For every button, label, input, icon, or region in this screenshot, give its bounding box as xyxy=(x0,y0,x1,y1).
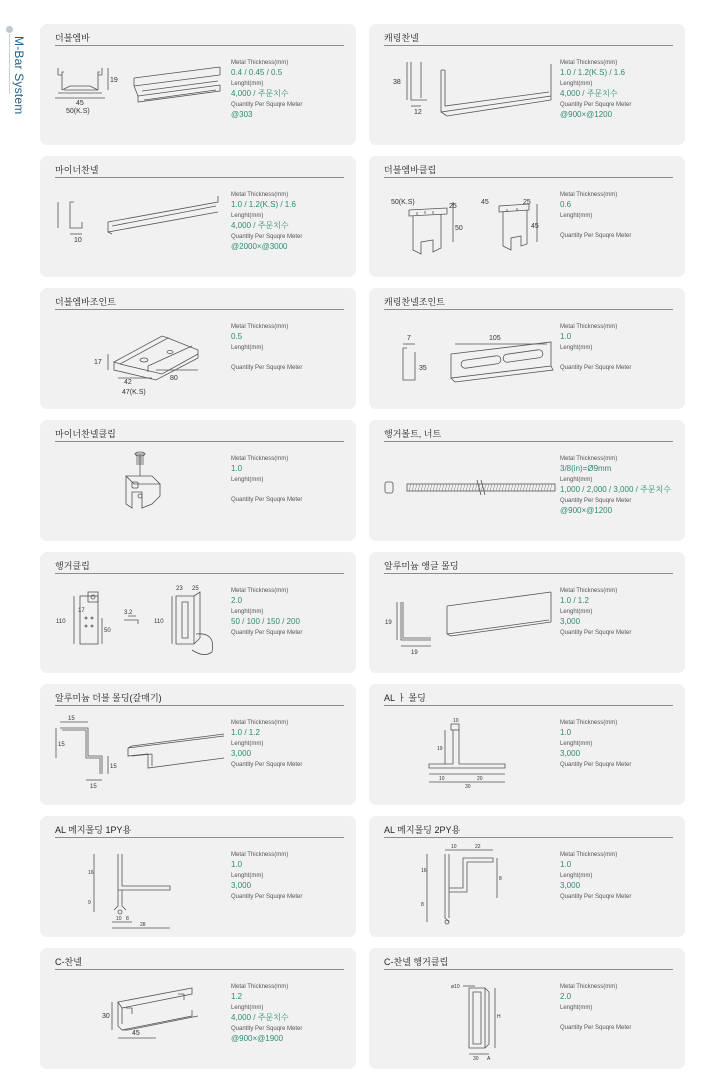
thread-line xyxy=(523,484,525,491)
thread-line xyxy=(448,484,450,491)
spec-list xyxy=(231,323,356,379)
thickness-label: Metal Thickness(mm) xyxy=(231,456,289,462)
dimension-label: 30 xyxy=(465,784,471,790)
thickness-label: Metal Thickness(mm) xyxy=(560,984,618,990)
dimension-label: A xyxy=(487,1056,491,1062)
dimension-label: 17 xyxy=(94,359,102,366)
dimension-label: 50(K.S) xyxy=(66,108,90,115)
thickness-label: Metal Thickness(mm) xyxy=(560,324,618,330)
product-card xyxy=(369,816,685,937)
length-label: Lenght(mm) xyxy=(231,609,264,615)
thread-line xyxy=(421,484,423,491)
dimension-label: 30 xyxy=(473,1056,479,1062)
divider xyxy=(384,441,673,442)
product-drawing xyxy=(381,446,557,536)
product-drawing xyxy=(52,182,228,272)
product-title: 마이너찬넬 xyxy=(55,165,99,175)
divider xyxy=(384,969,673,970)
thickness-value: 1.2 xyxy=(231,992,243,1001)
length-value xyxy=(560,352,685,358)
dimension-label: 35 xyxy=(419,365,427,372)
thickness-value: 1.0 / 1.2 xyxy=(560,596,589,605)
dimension-label: 16 xyxy=(88,870,94,876)
product-title: 마이너찬넬클립 xyxy=(55,429,116,439)
dimension-label: 10 xyxy=(453,718,459,724)
dimension-label: 25 xyxy=(449,203,457,210)
thickness-label: Metal Thickness(mm) xyxy=(231,324,289,330)
quantity-value xyxy=(560,769,685,775)
dimension-label: 15 xyxy=(90,784,97,790)
thread-line xyxy=(451,484,453,491)
product-drawing xyxy=(381,314,557,404)
quantity-label: Quantity Per Squqre Meter xyxy=(231,497,303,503)
thread-line xyxy=(487,484,489,491)
dimension-label: 12 xyxy=(414,109,422,116)
length-value: 3,000 xyxy=(231,881,252,890)
product-drawing xyxy=(381,974,557,1064)
thread-line xyxy=(526,484,528,491)
dimension-label: 9 xyxy=(88,900,91,906)
length-label: Lenght(mm) xyxy=(231,345,264,351)
length-value: 3,000 xyxy=(231,749,252,758)
thickness-value: 1.0 xyxy=(560,860,572,869)
quantity-value xyxy=(560,901,685,907)
spec-list xyxy=(560,323,685,379)
product-card xyxy=(40,552,356,673)
product-title: AL ㅏ 몰딩 xyxy=(384,693,426,703)
dimension-label: 28 xyxy=(140,922,146,928)
length-value xyxy=(231,352,356,358)
length-label: Lenght(mm) xyxy=(231,213,264,219)
product-drawing xyxy=(52,578,228,668)
thickness-label: Metal Thickness(mm) xyxy=(560,588,618,594)
dimension-label: 19 xyxy=(385,620,392,626)
product-drawing xyxy=(381,578,557,668)
quantity-value xyxy=(231,372,356,378)
thickness-value: 1.0 / 1.2(K.S) / 1.6 xyxy=(560,68,625,77)
thread-line xyxy=(430,484,432,491)
sidebar-title: M-Bar System xyxy=(12,36,26,115)
length-label: Lenght(mm) xyxy=(231,741,264,747)
thickness-value: 1.0 / 1.2(K.S) / 1.6 xyxy=(231,200,296,209)
quantity-label: Quantity Per Squqre Meter xyxy=(560,1025,632,1031)
thread-line xyxy=(424,484,426,491)
dimension-label: 45 xyxy=(132,1030,140,1037)
product-drawing xyxy=(52,446,228,536)
thread-line xyxy=(508,484,510,491)
quantity-label: Quantity Per Squqre Meter xyxy=(231,630,303,636)
length-value: 4,000 / 주문치수 xyxy=(231,221,289,230)
divider xyxy=(55,969,344,970)
dimension-label: 8 xyxy=(499,876,502,882)
product-card xyxy=(40,420,356,541)
divider xyxy=(55,573,344,574)
dimension-label: 23 xyxy=(176,586,183,592)
product-title: 캐링찬넬조인트 xyxy=(384,297,445,307)
thread-line xyxy=(409,484,411,491)
thread-line xyxy=(532,484,534,491)
product-card xyxy=(40,816,356,937)
thickness-value: 1.0 xyxy=(560,332,572,341)
dimension-label: 50 xyxy=(455,225,463,232)
length-label: Lenght(mm) xyxy=(231,477,264,483)
thread-line xyxy=(484,484,486,491)
thickness-label: Metal Thickness(mm) xyxy=(560,852,618,858)
thickness-value: 2.0 xyxy=(560,992,572,1001)
spec-list xyxy=(560,59,685,122)
product-drawing xyxy=(52,50,228,140)
spec-list xyxy=(560,983,685,1039)
quantity-value xyxy=(560,637,685,643)
product-drawing xyxy=(381,710,557,800)
spec-list xyxy=(231,59,356,122)
thread-line xyxy=(529,484,531,491)
thread-line xyxy=(514,484,516,491)
product-drawing xyxy=(381,182,557,272)
thread-line xyxy=(502,484,504,491)
length-value: 50 / 100 / 150 / 200 xyxy=(231,617,300,626)
dimension-label: 20 xyxy=(477,776,483,782)
divider xyxy=(55,441,344,442)
product-card xyxy=(40,684,356,805)
product-title: 알루미늄 앵글 몰딩 xyxy=(384,561,459,571)
thread-line xyxy=(490,484,492,491)
thread-line xyxy=(418,484,420,491)
divider xyxy=(384,705,673,706)
thread-line xyxy=(472,484,474,491)
quantity-value: @900×@1900 xyxy=(231,1034,284,1043)
thread-line xyxy=(475,484,477,491)
dimension-label: 10 xyxy=(116,916,122,922)
quantity-value xyxy=(560,240,685,246)
thread-line xyxy=(457,484,459,491)
dimension-label: 15 xyxy=(68,716,75,722)
product-title: 더블엠바 xyxy=(55,33,90,43)
dimension-label: 15 xyxy=(58,742,65,748)
dimension-label: 110 xyxy=(154,619,164,625)
thickness-value: 0.6 xyxy=(560,200,572,209)
length-label: Lenght(mm) xyxy=(560,477,593,483)
dimension-label: 42 xyxy=(124,379,132,386)
thickness-value: 1.0 xyxy=(560,728,572,737)
dimension-label: 19 xyxy=(437,746,443,752)
dimension-label: 80 xyxy=(170,375,178,382)
dimension-label: 15 xyxy=(110,764,117,770)
sidebar-line xyxy=(9,34,10,94)
thread-line xyxy=(496,484,498,491)
dimension-label: 22 xyxy=(475,844,481,850)
dimension-label: 30 xyxy=(102,1013,110,1020)
thread-line xyxy=(454,484,456,491)
thread-line xyxy=(547,484,549,491)
product-title: 알루미늄 더블 몰딩(갈매기) xyxy=(55,693,162,703)
thread-line xyxy=(493,484,495,491)
product-title: 더블엠바조인트 xyxy=(55,297,116,307)
thread-line xyxy=(520,484,522,491)
product-card xyxy=(40,948,356,1069)
product-card xyxy=(369,684,685,805)
thread-line xyxy=(541,484,543,491)
product-title: C-찬넬 행거클립 xyxy=(384,957,449,967)
dimension-label: 110 xyxy=(56,619,66,625)
spec-list xyxy=(560,587,685,644)
dimension-label: 47(K.S) xyxy=(122,389,146,396)
quantity-value xyxy=(231,901,356,907)
spec-list xyxy=(231,851,356,908)
dimension-label: 19 xyxy=(411,650,418,656)
thread-line xyxy=(538,484,540,491)
quantity-label: Quantity Per Squqre Meter xyxy=(231,762,303,768)
dimension-label: 45 xyxy=(531,223,539,230)
quantity-label: Quantity Per Squqre Meter xyxy=(231,894,303,900)
product-card xyxy=(40,288,356,409)
dimension-label: 8 xyxy=(126,916,129,922)
dimension-label: 8 xyxy=(421,902,424,908)
thread-line xyxy=(433,484,435,491)
dimension-label: 7 xyxy=(407,335,411,342)
product-title: 행거볼트, 너트 xyxy=(384,429,442,439)
length-value: 4,000 / 주문치수 xyxy=(231,1013,289,1022)
product-card xyxy=(369,948,685,1069)
quantity-value xyxy=(560,372,685,378)
quantity-label: Quantity Per Squqre Meter xyxy=(231,1026,303,1032)
spec-list xyxy=(231,587,356,644)
thread-line xyxy=(427,484,429,491)
divider xyxy=(384,309,673,310)
divider xyxy=(55,309,344,310)
quantity-value: @900×@1200 xyxy=(560,506,613,515)
thread-line xyxy=(511,484,513,491)
thread-line xyxy=(499,484,501,491)
product-drawing xyxy=(52,314,228,404)
dimension-label: 50 xyxy=(104,628,111,634)
length-label: Lenght(mm) xyxy=(560,81,593,87)
quantity-value xyxy=(231,769,356,775)
quantity-label: Quantity Per Squqre Meter xyxy=(560,498,632,504)
quantity-label: Quantity Per Squqre Meter xyxy=(560,233,632,239)
spec-list xyxy=(560,719,685,776)
thickness-value: 3/8(in)=Ø9mm xyxy=(560,464,612,473)
quantity-label: Quantity Per Squqre Meter xyxy=(560,762,632,768)
dimension-label: 25 xyxy=(192,586,199,592)
divider xyxy=(55,177,344,178)
product-drawing xyxy=(381,50,557,140)
thickness-value: 0.5 xyxy=(231,332,243,341)
length-label: Lenght(mm) xyxy=(560,1005,593,1011)
thickness-label: Metal Thickness(mm) xyxy=(560,192,618,198)
length-value xyxy=(560,220,685,226)
length-label: Lenght(mm) xyxy=(560,873,593,879)
thickness-label: Metal Thickness(mm) xyxy=(231,588,289,594)
length-label: Lenght(mm) xyxy=(560,609,593,615)
divider xyxy=(55,45,344,46)
dimension-label: 105 xyxy=(489,335,501,342)
thickness-label: Metal Thickness(mm) xyxy=(231,852,289,858)
thickness-value: 0.4 / 0.45 / 0.5 xyxy=(231,68,283,77)
product-card xyxy=(369,156,685,277)
quantity-value xyxy=(231,637,356,643)
thread-line xyxy=(460,484,462,491)
quantity-label: Quantity Per Squqre Meter xyxy=(231,365,303,371)
thickness-value: 1.0 xyxy=(231,860,243,869)
length-value xyxy=(560,1012,685,1018)
thread-line xyxy=(535,484,537,491)
quantity-label: Quantity Per Squqre Meter xyxy=(560,365,632,371)
product-card xyxy=(369,24,685,145)
length-value: 3,000 xyxy=(560,881,581,890)
thread-line xyxy=(505,484,507,491)
dimension-label: 19 xyxy=(110,77,118,84)
thickness-label: Metal Thickness(mm) xyxy=(560,60,618,66)
product-drawing xyxy=(52,842,228,932)
quantity-label: Quantity Per Squqre Meter xyxy=(560,894,632,900)
product-title: AL 메지몰딩 2PY용 xyxy=(384,825,461,835)
length-label: Lenght(mm) xyxy=(231,1005,264,1011)
length-value: 3,000 xyxy=(560,749,581,758)
dimension-label: 17 xyxy=(78,608,85,614)
quantity-value xyxy=(560,1032,685,1038)
length-label: Lenght(mm) xyxy=(560,741,593,747)
product-drawing xyxy=(52,710,228,800)
thickness-value: 1.0 xyxy=(231,464,243,473)
sidebar-dot xyxy=(6,26,13,33)
length-label: Lenght(mm) xyxy=(560,213,593,219)
product-card xyxy=(369,552,685,673)
dimension-label: H xyxy=(497,1014,501,1020)
divider xyxy=(384,45,673,46)
thread-line xyxy=(466,484,468,491)
product-card xyxy=(40,156,356,277)
quantity-value: @2000×@3000 xyxy=(231,242,288,251)
thickness-label: Metal Thickness(mm) xyxy=(231,192,289,198)
divider xyxy=(384,837,673,838)
divider xyxy=(55,837,344,838)
thread-line xyxy=(415,484,417,491)
thickness-label: Metal Thickness(mm) xyxy=(231,984,289,990)
dimension-label: 10 xyxy=(439,776,445,782)
product-title: C-찬넬 xyxy=(55,957,82,967)
thread-line xyxy=(469,484,471,491)
spec-list xyxy=(231,191,356,254)
length-label: Lenght(mm) xyxy=(231,81,264,87)
product-card xyxy=(369,288,685,409)
length-value xyxy=(231,484,356,490)
product-drawing xyxy=(52,974,228,1064)
length-value: 3,000 xyxy=(560,617,581,626)
dimension-label: ø10 xyxy=(451,984,460,990)
thickness-label: Metal Thickness(mm) xyxy=(560,456,618,462)
thread-line xyxy=(463,484,465,491)
length-label: Lenght(mm) xyxy=(231,873,264,879)
thickness-label: Metal Thickness(mm) xyxy=(231,720,289,726)
spec-list xyxy=(560,851,685,908)
thread-line xyxy=(439,484,441,491)
quantity-label: Quantity Per Squqre Meter xyxy=(560,630,632,636)
thickness-value: 1.0 / 1.2 xyxy=(231,728,260,737)
length-value: 4,000 / 주문치수 xyxy=(560,89,618,98)
thread-line xyxy=(412,484,414,491)
dimension-label: 45 xyxy=(76,100,84,107)
dimension-label: 10 xyxy=(74,237,82,244)
length-value: 1,000 / 2,000 / 3,000 / 주문치수 xyxy=(560,485,671,494)
product-title: AL 메지몰딩 1PY용 xyxy=(55,825,132,835)
quantity-label: Quantity Per Squqre Meter xyxy=(560,102,632,108)
quantity-label: Quantity Per Squqre Meter xyxy=(231,102,303,108)
thickness-label: Metal Thickness(mm) xyxy=(560,720,618,726)
spec-list xyxy=(231,983,356,1046)
thread-line xyxy=(550,484,552,491)
product-title: 캐링찬넬 xyxy=(384,33,419,43)
dimension-label: 3.2 xyxy=(124,610,133,616)
quantity-value xyxy=(231,504,356,510)
thread-line xyxy=(436,484,438,491)
spec-list xyxy=(560,455,685,518)
dimension-label: 25 xyxy=(523,199,531,206)
thickness-label: Metal Thickness(mm) xyxy=(231,60,289,66)
quantity-label: Quantity Per Squqre Meter xyxy=(231,234,303,240)
dimension-label: 50(K.S) xyxy=(391,199,415,206)
thread-line xyxy=(544,484,546,491)
thread-line xyxy=(517,484,519,491)
product-card xyxy=(40,24,356,145)
sidebar xyxy=(0,0,28,1091)
dimension-label: 16 xyxy=(421,868,427,874)
spec-list xyxy=(231,719,356,776)
spec-list xyxy=(231,455,356,511)
dimension-label: 38 xyxy=(393,79,401,86)
divider xyxy=(384,177,673,178)
length-value: 4,000 / 주문치수 xyxy=(231,89,289,98)
quantity-value: @900×@1200 xyxy=(560,110,613,119)
product-card xyxy=(369,420,685,541)
dimension-label: 45 xyxy=(481,199,489,206)
dimension-label: 10 xyxy=(451,844,457,850)
product-title: 더블엠바클립 xyxy=(384,165,437,175)
thread-line xyxy=(445,484,447,491)
spec-list xyxy=(560,191,685,247)
product-drawing xyxy=(381,842,557,932)
length-label: Lenght(mm) xyxy=(560,345,593,351)
product-title: 행거클립 xyxy=(55,561,90,571)
divider xyxy=(384,573,673,574)
divider xyxy=(55,705,344,706)
thread-line xyxy=(442,484,444,491)
thickness-value: 2.0 xyxy=(231,596,243,605)
quantity-value: @303 xyxy=(231,110,253,119)
